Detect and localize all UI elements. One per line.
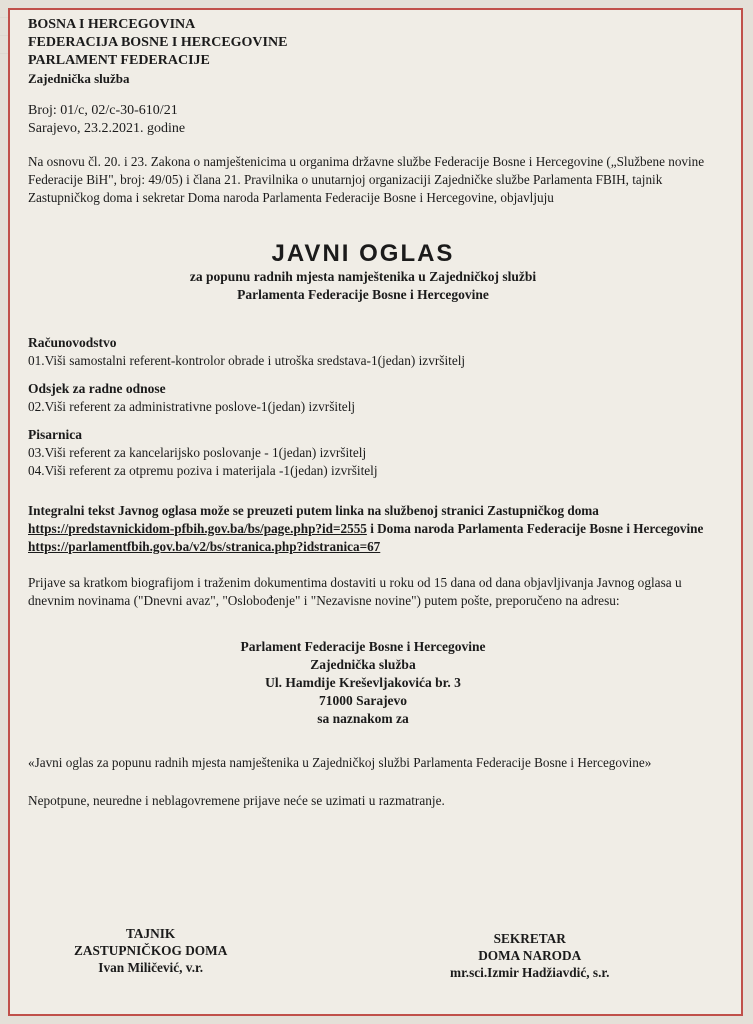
position-item: 02.Viši referent za administrativne poslove-1(jedan) izvršitelj xyxy=(28,399,356,414)
signature-line: ZASTUPNIČKOG DOMA xyxy=(74,943,228,958)
signature-line: Ivan Miličević, v.r. xyxy=(98,960,204,975)
mailing-address xyxy=(8,638,718,728)
section-title: Odsjek za radne odnose xyxy=(28,381,166,396)
address-line: Zajednička služba xyxy=(310,657,416,672)
signature-line: SEKRETAR xyxy=(493,931,566,946)
integral-text: i Doma naroda Parlamenta Federacije Bosne i Hercegovine xyxy=(366,521,704,536)
reference-block xyxy=(28,102,718,138)
signature-line: mr.sci.Izmir Hadžiavdić, s.r. xyxy=(450,965,610,980)
section-title: Računovodstvo xyxy=(28,335,117,350)
intro-paragraph: Na osnovu čl. 20. i 23. Zakona o namještenicima u organima državne službe Federacije Bosne i Hercegovine („Službene novine Federacije BiH", broj: 49/05) i člana 21. Pravilnika o unutarnjoj organizaciji Zajedničke službe Parlamenta FBIH, tajnik Zastupničkog doma i sekretar Doma naroda Parlamenta Federacije Bosne i Hercegovine, objavljuju xyxy=(28,154,705,205)
position-item: 03.Viši referent za kancelarijsko poslovanje - 1(jedan) izvršitelj xyxy=(28,445,367,460)
integral-text: Integralni tekst Javnog oglasa može se preuzeti putem linka na službenoj stranici Zastupničkog doma xyxy=(28,503,599,518)
ad-title: JAVNI OGLAS xyxy=(271,240,455,267)
envelope-marking: «Javni oglas za popunu radnih mjesta namještenika u Zajedničkoj službi Parlamenta Federacije Bosne i Hercegovine» xyxy=(28,755,652,770)
link-zastupnicki-dom[interactable]: https://predstavnickidom-pfbih.gov.ba/bs/page.php?id=2555 xyxy=(28,521,367,536)
signature-sekretar xyxy=(450,930,609,981)
reference-number: Broj: 01/c, 02/c-30-610/21 xyxy=(28,103,178,118)
signature-line: TAJNIK xyxy=(126,926,176,941)
position-item: 04.Viši referent za otpremu poziva i materijala -1(jedan) izvršitelj xyxy=(28,463,378,478)
subtitle-line: Parlamenta Federacije Bosne i Hercegovine xyxy=(237,287,489,302)
header-org-line: FEDERACIJA BOSNE I HERCEGOVINE xyxy=(28,35,288,50)
application-instructions: Prijave sa kratkom biografijom i traženim dokumentima dostaviti u roku od 15 dana od dana objavljivanja Javnog oglasa u dnevnim novinama ("Dnevni avaz", "Oslobođenje" i "Nezavisne novine") putem pošte, preporučeno na adresu: xyxy=(28,575,682,608)
address-line: Parlament Federacije Bosne i Hercegovine xyxy=(240,639,486,654)
section-racunovodstvo xyxy=(28,334,718,370)
signature-tajnik xyxy=(74,925,227,976)
address-line: Ul. Hamdije Kreševljakovića br. 3 xyxy=(265,675,461,690)
position-item: 01.Viši samostalni referent-kontrolor obrade i utroška sredstava-1(jedan) izvršitelj xyxy=(28,353,466,368)
address-line: sa naznakom za xyxy=(317,711,409,726)
signature-line: DOMA NARODA xyxy=(478,948,582,963)
section-pisarnica xyxy=(28,426,718,480)
incomplete-applications-note: Nepotpune, neuredne i neblagovremene prijave neće se uzimati u razmatranje. xyxy=(28,793,445,808)
job-advertisement xyxy=(8,8,743,1016)
header-org-line: PARLAMENT FEDERACIJE xyxy=(28,53,210,68)
ad-subtitle xyxy=(8,268,718,304)
address-line: 71000 Sarajevo xyxy=(318,693,408,708)
advertisement-content xyxy=(28,16,718,810)
header-dept: Zajednička služba xyxy=(28,71,130,86)
header-org-line: BOSNA I HERCEGOVINA xyxy=(28,17,196,32)
section-odsjek-za-radne-odnose xyxy=(28,380,718,416)
subtitle-line: za popunu radnih mjesta namještenika u Zajedničkoj službi xyxy=(189,269,537,284)
issuer-header xyxy=(28,16,718,88)
integral-text-paragraph xyxy=(28,502,718,556)
section-title: Pisarnica xyxy=(28,427,82,442)
place-date: Sarajevo, 23.2.2021. godine xyxy=(28,121,186,136)
link-dom-naroda[interactable]: https://parlamentfbih.gov.ba/v2/bs/stranica.php?idstranica=67 xyxy=(28,539,381,554)
